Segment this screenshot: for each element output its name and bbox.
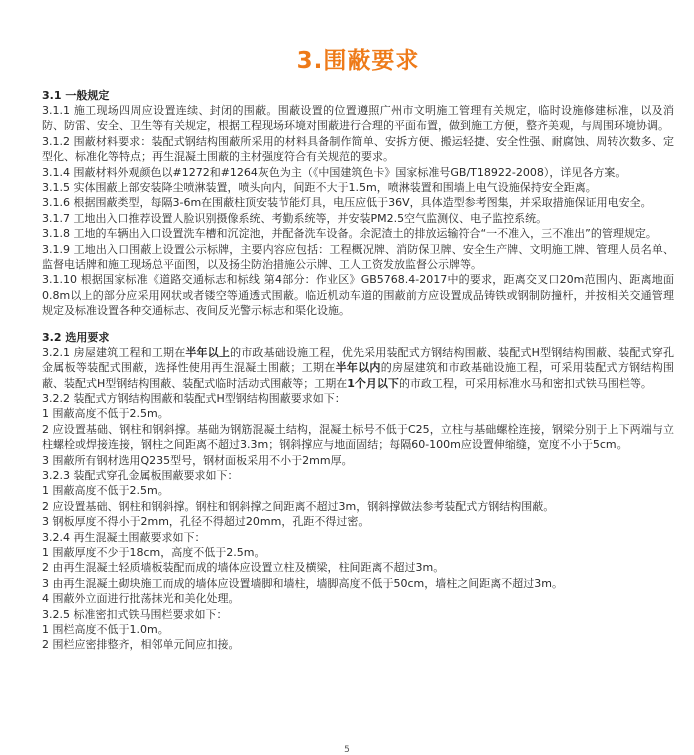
paragraph-text: 1 围蔽高度不低于2.5m。 (42, 484, 169, 498)
paragraph-text: 2 由再生混凝土轻质墙板装配而成的墙体应设置立柱及横梁，柱间距离不超过3m。 (42, 561, 445, 575)
section-2 (42, 330, 674, 653)
paragraph (42, 576, 674, 591)
paragraph (42, 242, 674, 273)
paragraph-text: 3.1.1 施工现场四周应设置连续、封闭的围蔽。围蔽设置的位置遵照广州市文明施工管理有关规定，临时设施修建标准，以及消防、防雷、安全、卫生等有关规定，根据工程现场环境对围蔽进行合理的平面布置，做到施工方便，整齐美观，与周围环境协调。 (42, 104, 674, 133)
emphasis-text: 半年以上 (185, 345, 231, 359)
section-1 (42, 88, 674, 319)
paragraph (42, 180, 674, 195)
paragraph (42, 622, 674, 637)
paragraph (42, 514, 674, 529)
paragraph-text: 3.2.1 房屋建筑工程和工期在 (42, 345, 186, 359)
paragraph-text: 4 围蔽外立面进行批荡抹光和美化处理。 (42, 592, 240, 606)
paragraph-text: 的市政基础设施工程，优先采用装配式方钢结构围蔽、装配式H型钢结构围蔽、装配式穿孔金属板等装配式围蔽，选择性使用再生混凝土围蔽；工期在 (42, 345, 674, 375)
paragraph-text: 3.1.2 围蔽材料要求：装配式钢结构围蔽所采用的材料具备制作简单、安拆方便、搬运轻捷、安全性强、耐腐蚀、周转次数多、定型化、标准化等特点；再生混凝土围蔽的主材强度符合有关规范的要求。 (42, 134, 674, 164)
paragraph-text: 3.1.10 根据国家标准《道路交通标志和标线 第4部分：作业区》GB5768.4-2017中的要求，距离交叉口20m范围内、距离地面0.8m以上的部分应采用网状或者镂空等通透式围蔽。临近机动车道的围蔽前方应设置成品铸铁或钢制防撞杆，并按相关交通管理规定及标准设置各种交通标志、夜间反光警示标志和渠化设施。 (42, 273, 674, 318)
page-title: 3.围蔽要求 (296, 48, 420, 74)
paragraph (42, 560, 674, 575)
paragraph (42, 637, 674, 652)
section-heading: 3.2 选用要求 (42, 330, 110, 344)
paragraph (42, 345, 674, 391)
paragraph-text: 3.1.8 工地的车辆出入口设置洗车槽和沉淀池，并配备洗车设备。余泥渣土的排放运输符合“一不准入，三不准出”的管理规定。 (42, 227, 657, 241)
paragraph-text: 1 围栏高度不低于1.0m。 (42, 623, 169, 636)
paragraph (42, 134, 674, 165)
paragraph (42, 165, 674, 180)
page-number: 5 (344, 745, 350, 755)
paragraph-text: 3.1.6 根据围蔽类型，每隔3-6m在围蔽柱顶安装节能灯具，电压应低于36V，具体造型参考图集，并采取措施保证用电安全。 (42, 196, 652, 210)
paragraph-text: 1 围蔽厚度不少于18cm，高度不低于2.5m。 (42, 545, 266, 559)
paragraph (42, 211, 674, 226)
paragraph (42, 406, 674, 421)
paragraph (42, 391, 674, 406)
section-heading: 3.1 一般规定 (42, 89, 110, 102)
paragraph-text: 1 围蔽高度不低于2.5m。 (42, 407, 169, 421)
document-body (42, 88, 674, 653)
paragraph (42, 468, 674, 483)
paragraph (42, 453, 674, 468)
paragraph (42, 499, 674, 514)
paragraph (42, 591, 674, 606)
paragraph (42, 483, 674, 498)
paragraph (42, 530, 674, 545)
emphasis-text: 半年以内 (335, 361, 381, 375)
paragraph-text: 3.1.5 实体围蔽上部安装降尘喷淋装置，喷头向内，间距不大于1.5m，喷淋装置和围墙上电气设施保持安全距离。 (42, 181, 597, 195)
paragraph-text: 3 钢板厚度不得小于2mm，孔径不得超过20mm，孔距不得过密。 (42, 515, 370, 529)
paragraph-text: 3.2.5 标准密扣式铁马围栏要求如下： (42, 607, 228, 621)
paragraph-text: 的房屋建筑和市政基础设施工程，可采用装配式方钢结构围蔽、装配式H型钢结构围蔽、装配式临时活动式围蔽等；工期在 (42, 361, 675, 390)
paragraph (42, 422, 674, 453)
paragraph (42, 226, 674, 241)
emphasis-text: 1个月以下 (347, 376, 399, 390)
paragraph-text: 3.1.4 围蔽材料外观颜色以#1272和#1264灰色为主（《中国建筑色卡》国家标准号GB/T18922-2008），详见各方案。 (42, 165, 627, 179)
paragraph-text: 3.1.7 工地出入口推荐设置人脸识别摄像系统、考勤系统等，并安装PM2.5空气监测仪、电子监控系统。 (42, 211, 548, 225)
paragraph (42, 545, 674, 560)
paragraph (42, 195, 674, 210)
paragraph-text: 2 围栏应密排整齐，相邻单元间应扣接。 (42, 638, 240, 652)
paragraph (42, 272, 674, 318)
paragraph-text: 的市政工程，可采用标准水马和密扣式铁马围栏等。 (398, 376, 652, 390)
paragraph-text: 3 由再生混凝土砌块施工而成的墙体应设置墙脚和墙柱，墙脚高度不低于50cm，墙柱之间距离不超过3m。 (42, 576, 563, 590)
paragraph-text: 3.1.9 工地出入口围蔽上设置公示标牌，主要内容应包括：工程概况牌、消防保卫牌、安全生产牌、文明施工牌、管理人员名单、监督电话牌和施工现场总平面图，以及扬尘防治措施公示牌、工人工资发放监督公示牌等。 (42, 242, 674, 272)
paragraph (42, 103, 674, 134)
paragraph (42, 607, 674, 622)
paragraph-text: 2 应设置基础、钢柱和钢斜撑。钢柱和钢斜撑之间距离不超过3m，钢斜撑做法参考装配式方钢结构围蔽。 (42, 499, 555, 513)
paragraph-text: 3.2.2 装配式方钢结构围蔽和装配式H型钢结构围蔽要求如下： (42, 391, 346, 405)
paragraph-text: 3.2.3 装配式穿孔金属板围蔽要求如下： (42, 468, 239, 482)
paragraph-text: 3 围蔽所有钢材选用Q235型号，钢材面板采用不小于2mm厚。 (42, 453, 353, 467)
paragraph-text: 2 应设置基础、钢柱和钢斜撑。基础为钢筋混凝土结构，混凝土标号不低于C25，立柱与基础螺栓连接，钢梁分别于上下两端与立柱螺栓或焊接连接，钢柱之间距离不超过3.3m；钢斜撑应与地面固结；每隔60-100m应设置伸缩缝，宽度不小于5cm。 (42, 422, 674, 452)
paragraph-text: 3.2.4 再生混凝土围蔽要求如下： (42, 530, 206, 544)
